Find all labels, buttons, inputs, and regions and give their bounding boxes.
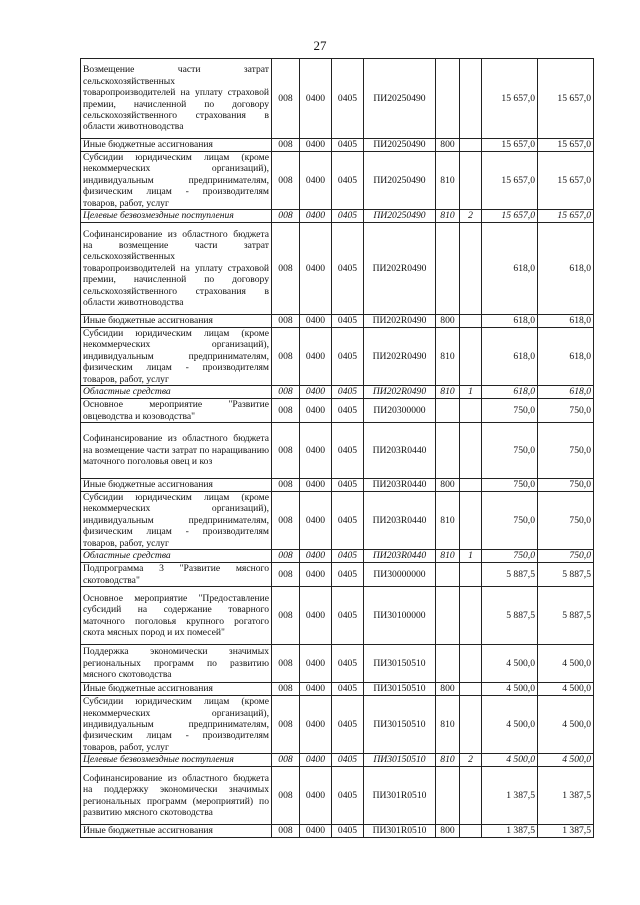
subsection-code: 0405 <box>332 139 364 152</box>
amount-year-2: 618,0 <box>538 328 594 386</box>
target-article-code: ПИ20250490 <box>364 210 436 223</box>
table-row <box>81 139 594 152</box>
subsection-code: 0405 <box>332 210 364 223</box>
section-code: 0400 <box>300 825 332 838</box>
table-row <box>81 754 594 767</box>
section-code: 0400 <box>300 767 332 825</box>
amount-year-1: 15 657,0 <box>482 152 538 210</box>
source-code <box>460 563 482 587</box>
expense-type-code <box>436 645 460 683</box>
table-row <box>81 223 594 315</box>
subsection-code: 0405 <box>332 399 364 423</box>
amount-year-2: 15 657,0 <box>538 139 594 152</box>
item-name: Целевые безвозмездные поступления <box>81 754 272 767</box>
source-code: 1 <box>460 550 482 563</box>
item-name: Целевые безвозмездные поступления <box>81 210 272 223</box>
expense-type-code <box>436 59 460 139</box>
section-code: 0400 <box>300 59 332 139</box>
expense-type-code: 810 <box>436 386 460 399</box>
grbs-code: 008 <box>272 386 300 399</box>
source-code <box>460 825 482 838</box>
table-row <box>81 399 594 423</box>
source-code <box>460 587 482 645</box>
target-article-code: ПИ20250490 <box>364 152 436 210</box>
expense-type-code: 810 <box>436 210 460 223</box>
source-code <box>460 479 482 492</box>
target-article-code: ПИ30150510 <box>364 683 436 696</box>
table-row <box>81 386 594 399</box>
amount-year-1: 15 657,0 <box>482 139 538 152</box>
table-row <box>81 315 594 328</box>
amount-year-2: 4 500,0 <box>538 696 594 754</box>
table-row <box>81 825 594 838</box>
grbs-code: 008 <box>272 315 300 328</box>
grbs-code: 008 <box>272 210 300 223</box>
subsection-code: 0405 <box>332 754 364 767</box>
table-row <box>81 550 594 563</box>
table-row <box>81 423 594 479</box>
target-article-code: ПИ301R0510 <box>364 825 436 838</box>
expense-type-code: 810 <box>436 696 460 754</box>
section-code: 0400 <box>300 210 332 223</box>
target-article-code: ПИ30100000 <box>364 587 436 645</box>
section-code: 0400 <box>300 587 332 645</box>
section-code: 0400 <box>300 563 332 587</box>
item-name: Иные бюджетные ассигнования <box>81 479 272 492</box>
amount-year-2: 750,0 <box>538 479 594 492</box>
table-row <box>81 767 594 825</box>
amount-year-1: 750,0 <box>482 492 538 550</box>
grbs-code: 008 <box>272 479 300 492</box>
amount-year-1: 618,0 <box>482 315 538 328</box>
expense-type-code <box>436 223 460 315</box>
amount-year-1: 618,0 <box>482 386 538 399</box>
amount-year-1: 4 500,0 <box>482 696 538 754</box>
item-name: Субсидии юридическим лицам (кроме некоммерческих организаций), индивидуальным предпринимателям, физическим лицам - производителям товаров, работ, услуг <box>81 492 272 550</box>
amount-year-2: 618,0 <box>538 223 594 315</box>
subsection-code: 0405 <box>332 223 364 315</box>
grbs-code: 008 <box>272 328 300 386</box>
target-article-code: ПИ202R0490 <box>364 223 436 315</box>
target-article-code: ПИ202R0490 <box>364 386 436 399</box>
grbs-code: 008 <box>272 550 300 563</box>
subsection-code: 0405 <box>332 315 364 328</box>
table-body <box>81 59 594 838</box>
target-article-code: ПИ203R0440 <box>364 492 436 550</box>
source-code <box>460 315 482 328</box>
target-article-code: ПИ30000000 <box>364 563 436 587</box>
item-name: Субсидии юридическим лицам (кроме некоммерческих организаций), индивидуальным предпринимателям, физическим лицам - производителям товаров, работ, услуг <box>81 328 272 386</box>
section-code: 0400 <box>300 386 332 399</box>
section-code: 0400 <box>300 223 332 315</box>
table-row <box>81 492 594 550</box>
table-row <box>81 59 594 139</box>
grbs-code: 008 <box>272 223 300 315</box>
source-code <box>460 683 482 696</box>
expense-type-code <box>436 423 460 479</box>
amount-year-1: 4 500,0 <box>482 754 538 767</box>
expense-type-code: 800 <box>436 825 460 838</box>
amount-year-2: 1 387,5 <box>538 767 594 825</box>
budget-table <box>80 58 594 838</box>
section-code: 0400 <box>300 754 332 767</box>
item-name: Иные бюджетные ассигнования <box>81 315 272 328</box>
amount-year-2: 618,0 <box>538 315 594 328</box>
target-article-code: ПИ202R0490 <box>364 315 436 328</box>
section-code: 0400 <box>300 423 332 479</box>
section-code: 0400 <box>300 139 332 152</box>
grbs-code: 008 <box>272 587 300 645</box>
amount-year-2: 15 657,0 <box>538 152 594 210</box>
subsection-code: 0405 <box>332 328 364 386</box>
target-article-code: ПИ301R0510 <box>364 767 436 825</box>
subsection-code: 0405 <box>332 767 364 825</box>
amount-year-2: 5 887,5 <box>538 587 594 645</box>
grbs-code: 008 <box>272 754 300 767</box>
grbs-code: 008 <box>272 563 300 587</box>
table-row <box>81 645 594 683</box>
target-article-code: ПИ20300000 <box>364 399 436 423</box>
source-code <box>460 423 482 479</box>
expense-type-code <box>436 563 460 587</box>
table-row <box>81 563 594 587</box>
table-row <box>81 587 594 645</box>
item-name: Иные бюджетные ассигнования <box>81 825 272 838</box>
table-row <box>81 328 594 386</box>
grbs-code: 008 <box>272 399 300 423</box>
source-code: 2 <box>460 754 482 767</box>
subsection-code: 0405 <box>332 479 364 492</box>
source-code: 1 <box>460 386 482 399</box>
amount-year-2: 750,0 <box>538 423 594 479</box>
grbs-code: 008 <box>272 683 300 696</box>
amount-year-1: 750,0 <box>482 399 538 423</box>
grbs-code: 008 <box>272 825 300 838</box>
target-article-code: ПИ30150510 <box>364 696 436 754</box>
item-name: Основное мероприятие "Развитие овцеводства и козоводства" <box>81 399 272 423</box>
item-name: Иные бюджетные ассигнования <box>81 139 272 152</box>
target-article-code: ПИ20250490 <box>364 139 436 152</box>
grbs-code: 008 <box>272 492 300 550</box>
expense-type-code: 800 <box>436 479 460 492</box>
amount-year-2: 750,0 <box>538 492 594 550</box>
amount-year-2: 618,0 <box>538 386 594 399</box>
target-article-code: ПИ203R0440 <box>364 423 436 479</box>
section-code: 0400 <box>300 683 332 696</box>
section-code: 0400 <box>300 696 332 754</box>
amount-year-1: 618,0 <box>482 223 538 315</box>
expense-type-code: 800 <box>436 683 460 696</box>
amount-year-1: 15 657,0 <box>482 59 538 139</box>
grbs-code: 008 <box>272 645 300 683</box>
page-number: 27 <box>313 38 327 53</box>
amount-year-2: 4 500,0 <box>538 645 594 683</box>
section-code: 0400 <box>300 645 332 683</box>
amount-year-1: 5 887,5 <box>482 563 538 587</box>
section-code: 0400 <box>300 492 332 550</box>
target-article-code: ПИ203R0440 <box>364 550 436 563</box>
item-name: Областные средства <box>81 550 272 563</box>
grbs-code: 008 <box>272 696 300 754</box>
target-article-code: ПИ30150510 <box>364 645 436 683</box>
table-row <box>81 696 594 754</box>
source-code <box>460 399 482 423</box>
amount-year-1: 4 500,0 <box>482 683 538 696</box>
source-code <box>460 223 482 315</box>
expense-type-code: 810 <box>436 550 460 563</box>
amount-year-1: 4 500,0 <box>482 645 538 683</box>
source-code <box>460 59 482 139</box>
subsection-code: 0405 <box>332 423 364 479</box>
source-code <box>460 492 482 550</box>
source-code <box>460 152 482 210</box>
amount-year-1: 750,0 <box>482 550 538 563</box>
table-row <box>81 152 594 210</box>
table-row <box>81 683 594 696</box>
amount-year-2: 15 657,0 <box>538 59 594 139</box>
target-article-code: ПИ30150510 <box>364 754 436 767</box>
table-row <box>81 210 594 223</box>
item-name: Субсидии юридическим лицам (кроме некоммерческих организаций), индивидуальным предпринимателям, физическим лицам - производителям товаров, работ, услуг <box>81 696 272 754</box>
amount-year-1: 1 387,5 <box>482 767 538 825</box>
item-name: Поддержка экономически значимых региональных программ по развитию мясного скотоводства <box>81 645 272 683</box>
grbs-code: 008 <box>272 423 300 479</box>
grbs-code: 008 <box>272 139 300 152</box>
subsection-code: 0405 <box>332 696 364 754</box>
amount-year-2: 1 387,5 <box>538 825 594 838</box>
source-code <box>460 645 482 683</box>
amount-year-2: 15 657,0 <box>538 210 594 223</box>
subsection-code: 0405 <box>332 59 364 139</box>
source-code: 2 <box>460 210 482 223</box>
item-name: Софинансирование из областного бюджета на возмещение части затрат сельскохозяйственных товаропроизводителей на уплату страховой премии, начисленной по договору сельскохозяйственного страхования в области животноводства <box>81 223 272 315</box>
expense-type-code: 810 <box>436 152 460 210</box>
amount-year-1: 750,0 <box>482 423 538 479</box>
expense-type-code: 810 <box>436 328 460 386</box>
amount-year-2: 750,0 <box>538 399 594 423</box>
item-name: Подпрограмма 3 "Развитие мясного скотоводства" <box>81 563 272 587</box>
amount-year-1: 15 657,0 <box>482 210 538 223</box>
expense-type-code: 800 <box>436 139 460 152</box>
section-code: 0400 <box>300 152 332 210</box>
subsection-code: 0405 <box>332 825 364 838</box>
subsection-code: 0405 <box>332 550 364 563</box>
expense-type-code: 810 <box>436 492 460 550</box>
expense-type-code <box>436 767 460 825</box>
subsection-code: 0405 <box>332 587 364 645</box>
item-name: Основное мероприятие "Предоставление субсидий на содержание товарного маточного поголовья крупного рогатого скота мясных пород и их помесей" <box>81 587 272 645</box>
source-code <box>460 139 482 152</box>
grbs-code: 008 <box>272 59 300 139</box>
target-article-code: ПИ202R0490 <box>364 328 436 386</box>
item-name: Софинансирование из областного бюджета на поддержку экономически значимых региональных программ (мероприятий) по развитию мясного скотоводства <box>81 767 272 825</box>
expense-type-code <box>436 587 460 645</box>
subsection-code: 0405 <box>332 492 364 550</box>
amount-year-2: 4 500,0 <box>538 754 594 767</box>
item-name: Возмещение части затрат сельскохозяйственных товаропроизводителей на уплату страховой премии, начисленной по договору сельскохозяйственного страхования в области животноводства <box>81 59 272 139</box>
subsection-code: 0405 <box>332 645 364 683</box>
subsection-code: 0405 <box>332 152 364 210</box>
section-code: 0400 <box>300 550 332 563</box>
item-name: Областные средства <box>81 386 272 399</box>
amount-year-1: 1 387,5 <box>482 825 538 838</box>
target-article-code: ПИ20250490 <box>364 59 436 139</box>
target-article-code: ПИ203R0440 <box>364 479 436 492</box>
section-code: 0400 <box>300 315 332 328</box>
source-code <box>460 696 482 754</box>
subsection-code: 0405 <box>332 683 364 696</box>
grbs-code: 008 <box>272 152 300 210</box>
amount-year-2: 5 887,5 <box>538 563 594 587</box>
subsection-code: 0405 <box>332 386 364 399</box>
section-code: 0400 <box>300 328 332 386</box>
item-name: Софинансирование из областного бюджета на возмещение части затрат по наращиванию маточного поголовья овец и коз <box>81 423 272 479</box>
section-code: 0400 <box>300 479 332 492</box>
amount-year-1: 5 887,5 <box>482 587 538 645</box>
expense-type-code: 810 <box>436 754 460 767</box>
item-name: Субсидии юридическим лицам (кроме некоммерческих организаций), индивидуальным предпринимателям, физическим лицам - производителям товаров, работ, услуг <box>81 152 272 210</box>
grbs-code: 008 <box>272 767 300 825</box>
source-code <box>460 328 482 386</box>
subsection-code: 0405 <box>332 563 364 587</box>
amount-year-1: 750,0 <box>482 479 538 492</box>
expense-type-code <box>436 399 460 423</box>
item-name: Иные бюджетные ассигнования <box>81 683 272 696</box>
table-row <box>81 479 594 492</box>
section-code: 0400 <box>300 399 332 423</box>
amount-year-1: 618,0 <box>482 328 538 386</box>
expense-type-code: 800 <box>436 315 460 328</box>
source-code <box>460 767 482 825</box>
amount-year-2: 4 500,0 <box>538 683 594 696</box>
amount-year-2: 750,0 <box>538 550 594 563</box>
